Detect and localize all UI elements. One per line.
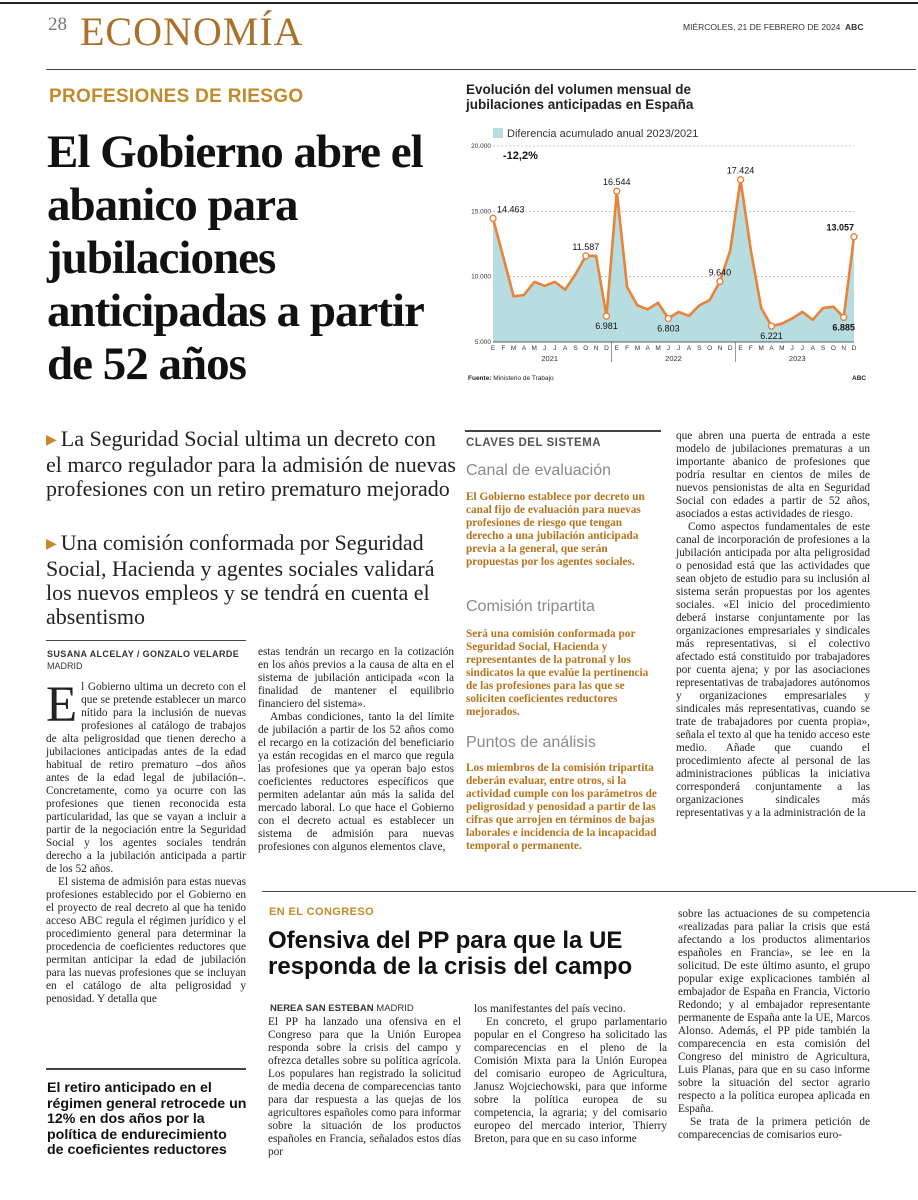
claves-rule <box>465 430 661 432</box>
paragraph: Se trata de la primera petición de comparecencias de comisarios euro- <box>678 1116 870 1141</box>
x-tick-label: M <box>655 345 661 352</box>
body-column-1 <box>46 677 246 1006</box>
x-tick-label: S <box>820 345 826 352</box>
paragraph: estas tendrán un recargo en la cotización en los años previos a la causa de alta en el sistema de jubilación anticipada «con la finalidad de mantener el equilibrio financiero del sistema». <box>258 646 454 710</box>
x-tick-label: M <box>779 345 785 352</box>
kicker-2: EN EL CONGRESO <box>269 906 375 918</box>
x-tick-label: M <box>758 345 764 352</box>
second-story-rule <box>262 891 916 892</box>
brand: ABC <box>845 22 864 32</box>
x-tick-label: N <box>717 345 723 352</box>
x-tick-label: O <box>583 345 589 352</box>
byline-place: MADRID <box>47 661 83 671</box>
data-label: 17.424 <box>726 165 755 176</box>
byline-2-name: NEREA SAN ESTEBAN <box>270 1003 374 1014</box>
x-tick-label: D <box>604 345 609 352</box>
x-tick-label: J <box>677 345 681 352</box>
chart-plot <box>462 138 870 374</box>
subhead-1-text: La Seguridad Social ultima un decreto con el marco regulador para la admisión de nuevas profesiones con un retiro prematuro mejorado <box>46 426 456 501</box>
byline-2-place: MADRID <box>376 1003 414 1014</box>
data-label: 6.803 <box>657 323 680 334</box>
x-tick-label: E <box>614 345 619 352</box>
x-tick-label: S <box>573 345 578 352</box>
byline-rule <box>46 640 246 641</box>
subhead-2 <box>46 531 456 629</box>
data-label: 14.463 <box>497 204 525 215</box>
year-label: 2021 <box>541 354 559 363</box>
y-tick-label: 20.000 <box>471 143 491 150</box>
x-tick-label: F <box>625 345 630 352</box>
body-column-4 <box>676 430 870 820</box>
x-tick-label: O <box>707 345 713 352</box>
x-tick-label: M <box>510 345 517 352</box>
byline: SUSANA ALCELAY / GONZALO VELARDE <box>47 649 240 659</box>
x-tick-label: E <box>738 345 743 352</box>
paragraph: Ambas condiciones, tanto la del límite de jubilación a partir de los 52 años como el recargo en la cotización del beneficiario ya están recogidas en el marco que regula las profesiones que ya operan bajo estos coeficientes reductores específicos que permiten adelantar aún más la salida del mercado laboral. Lo que hace el Gobierno con el decreto actual es establecer un sistema de admisión para nuevas profesiones con algunos elementos clave, <box>258 711 454 853</box>
year-label: 2023 <box>788 354 806 363</box>
kicker: PROFESIONES DE RIESGO <box>49 86 304 107</box>
subhead-2-text: Una comisión conformada por Seguridad Social, Hacienda y agentes sociales validará los nuevos empleos y se tendrá en cuenta el absentismo <box>46 530 435 629</box>
paragraph-text: l Gobierno ultima un decreto con el que se pretende establecer un marco nítido para la inclusión de nuevas profesiones al catálogo de trabajos de alta peligrosidad que tienen derecho a jubilaciones anticipadas antes de la edad habitual de retiro prematuro –dos años antes de la edad legal de jubilación–. Concretamente, como ya ocurre con las profesiones que tienen reconocida esta particularidad, las que se vayan a incluir a partir de la negociación entre la Seguridad Social y los agentes sociales tendrán derecho a la jubilación anticipada a partir de los 52 años. <box>46 681 246 875</box>
byline-2 <box>270 1003 414 1014</box>
x-tick-label: J <box>800 345 805 352</box>
highlight-rule <box>46 1068 246 1070</box>
data-label: 13.057 <box>826 222 854 233</box>
data-label: 16.544 <box>603 177 631 188</box>
body-column-7 <box>678 908 870 1142</box>
x-tick-label: E <box>490 345 496 352</box>
data-point <box>717 278 723 284</box>
data-label: 9.640 <box>708 267 732 278</box>
y-tick-label: 10.000 <box>471 273 491 281</box>
data-point <box>841 314 847 320</box>
data-label: 11.587 <box>572 241 600 252</box>
data-point <box>665 315 671 321</box>
drop-cap: E <box>46 677 78 733</box>
x-tick-label: A <box>810 345 815 352</box>
paragraph: Como aspectos fundamentales de este canal de incorporación de profesiones a la jubilación anticipada por alta peligrosidad o penosidad está que las actividades que sean objeto de estudio para su inclusión al sistema serán propuestas por los agentes sociales. «El inicio del procedimiento deberá instarse conjuntamente por las organizaciones empresariales y sindicales más representativas, si el colectivo afectado está constituido por trabajadores por cuenta ajena; y por las asociaciones representativas de trabajadores autónomos y organizaciones empresariales y sindicales más representativas, cuando se trate de trabajadores por cuenta propia», señala el texto al que ha tenido acceso este medio. Añade que cuando el procedimiento afecte al personal de las administraciones públicas la iniciativa corresponderá conjuntamente a las organizaciones sindicales más representativas y a la administración de la <box>676 521 870 819</box>
x-tick-label: D <box>851 345 857 352</box>
x-tick-label: J <box>542 345 547 352</box>
chart-annotation: -12,2% <box>503 150 538 162</box>
x-tick-label: A <box>769 345 774 352</box>
data-point <box>768 323 774 329</box>
x-tick-label: J <box>553 345 557 352</box>
x-tick-label: S <box>697 345 702 352</box>
x-tick-label: O <box>830 345 836 352</box>
data-point <box>738 177 744 183</box>
x-tick-label: M <box>634 345 641 352</box>
claves-heading: Comisión tripartita <box>466 598 595 615</box>
page-number: 28 <box>48 14 67 35</box>
body-column-6 <box>474 1003 667 1146</box>
claves-text: Será una comisión conformada por Seguridad Social, Hacienda y representantes de la patronal y los sindicatos la que evalúe la pertinencia de las profesiones para las que se soliciten coeficientes reductores mejorados. <box>466 628 649 718</box>
x-tick-label: A <box>645 345 650 352</box>
x-tick-label: A <box>686 345 692 352</box>
y-tick-label: 5.000 <box>474 339 491 346</box>
paragraph: los manifestantes del país vecino. <box>474 1003 626 1015</box>
data-point <box>614 188 620 194</box>
triangle-bullet-icon: ▶ <box>46 537 57 552</box>
paragraph: que abren una puerta de entrada a este modelo de jubilaciones prematuras a un importante abanico de profesiones que podría resultar en cientos de miles de nuevos pensionistas de alta en Seguridad Social con edades a partir de 52 años, asociados a estas actividades de riesgo. <box>676 430 870 520</box>
section-title: ECONOMÍA <box>80 9 304 54</box>
x-tick-label: A <box>521 345 527 352</box>
x-tick-label: F <box>501 345 506 352</box>
legend-text: Diferencia acumulado anual 2023/2021 <box>507 128 699 140</box>
x-tick-label: J <box>790 345 794 352</box>
data-label: 6.885 <box>832 322 855 333</box>
paragraph: sobre las actuaciones de su competencia «realizadas para paliar la crisis que está afectando a los productos alimentarios españoles en Francia», se lee en la solicitud. De este último asunto, el grupo popular exige explicaciones también al embajador de España en Francia, Victorio Redondo; y al embajador representante permanente de España ante la UE, Marcos Alonso. Además, el PP pide también la comparecencia en esta comisión del Congreso del ministro de Agricultura, Luis Planas, para que en su caso informe sobre la situación del sector agrario respecto a la política europea aplicada en España. <box>678 908 870 1115</box>
body-column-2 <box>258 646 454 854</box>
legend-swatch <box>493 128 503 138</box>
x-tick-label: N <box>841 345 847 352</box>
claves-text: Los miembros de la comisión tripartita deberán evaluar, entre otros, si la actividad cumple con los parámetros de peligrosidad y penosidad a partir de las cifras que arrojen en términos de bajas laborales e incidencia de la incapacidad temporal o permanente. <box>466 762 657 852</box>
year-label: 2022 <box>665 354 682 363</box>
data-point <box>583 253 589 259</box>
data-point <box>851 234 857 240</box>
paragraph: El PP ha lanzado una ofensiva en el Congreso para que la Unión Europea responda sobre la crisis del campo y ofrezca detalles sobre su política agrícola. Los populares han registrado la solicitud de media decena de comparecencias tanto para dar respuesta a las quejas de los agricultores españoles como para informar sobre la situación de los productos españoles en Francia, señalados estos días por <box>268 1016 461 1158</box>
x-tick-label: M <box>531 345 537 352</box>
series-area <box>493 180 854 342</box>
header-rule <box>46 69 916 70</box>
headline: El Gobierno abre el abanico para jubilaciones anticipadas a partir de 52 años <box>47 126 424 390</box>
chart-source <box>468 375 554 382</box>
subhead-1 <box>46 427 456 501</box>
x-tick-label: F <box>748 345 753 352</box>
paragraph: En concreto, el grupo parlamentario popular en el Congreso ha solicitado las comparecencias en el pleno de la Comisión Mixta para la Unión Europea del comisario europeo de Agricultura, Janusz Wojciechowski, para que informe sobre la política europea de su competencia, la agraria; y del comisario europeo del mercado interior, Thierry Breton, para que en su caso informe <box>474 1016 667 1145</box>
chart-title: Evolución del volumen mensual de jubilaciones anticipadas en España <box>466 82 694 112</box>
body-column-5 <box>268 1016 461 1159</box>
paragraph <box>46 677 246 876</box>
data-point <box>490 215 496 221</box>
claves-heading: Canal de evaluación <box>466 462 611 479</box>
data-point <box>603 313 609 319</box>
claves-text: El Gobierno establece por decreto un canal fijo de evaluación para nuevas profesiones de riesgo que tengan derecho a una jubilación anticipada previa a la general, que serán propuestas por los agentes sociales. <box>466 491 645 568</box>
chart-credit: ABC <box>852 375 867 382</box>
dateline <box>683 22 863 32</box>
top-rule <box>0 2 918 4</box>
highlight-quote: El retiro anticipado en el régimen general retrocede un 12% en dos años por la política de endurecimiento de coeficientes reductores <box>47 1080 247 1158</box>
data-label: 6.981 <box>595 321 618 332</box>
x-tick-label: N <box>593 345 599 352</box>
paragraph: El sistema de admisión para estas nuevas profesiones establecido por el Gobierno en el proyecto de real decreto al que ha tenido acceso ABC regula el régimen jurídico y el procedimiento general para determinar la procedencia de coeficientes reductores que permitan anticipar la edad de jubilación para las nuevas profesiones que se incluyan en el catálogo de alta peligrosidad y penosidad. Y detalla que <box>46 876 246 1005</box>
triangle-bullet-icon: ▶ <box>46 433 57 448</box>
date: MIÉRCOLES, 21 DE FEBRERO DE 2024 <box>683 22 841 32</box>
x-tick-label: A <box>563 345 568 352</box>
claves-title: CLAVES DEL SISTEMA <box>466 437 602 449</box>
x-tick-label: D <box>727 345 733 352</box>
y-tick-label: 15.000 <box>471 208 491 216</box>
chart-source-text: Ministerio de Trabajo <box>493 375 554 382</box>
data-label: 6.221 <box>760 331 783 342</box>
x-tick-label: J <box>666 345 670 352</box>
chart-source-label: Fuente: <box>468 375 492 382</box>
claves-heading: Puntos de análisis <box>466 734 596 751</box>
headline-2: Ofensiva del PP para que la UE responda de la crisis del campo <box>268 927 633 980</box>
